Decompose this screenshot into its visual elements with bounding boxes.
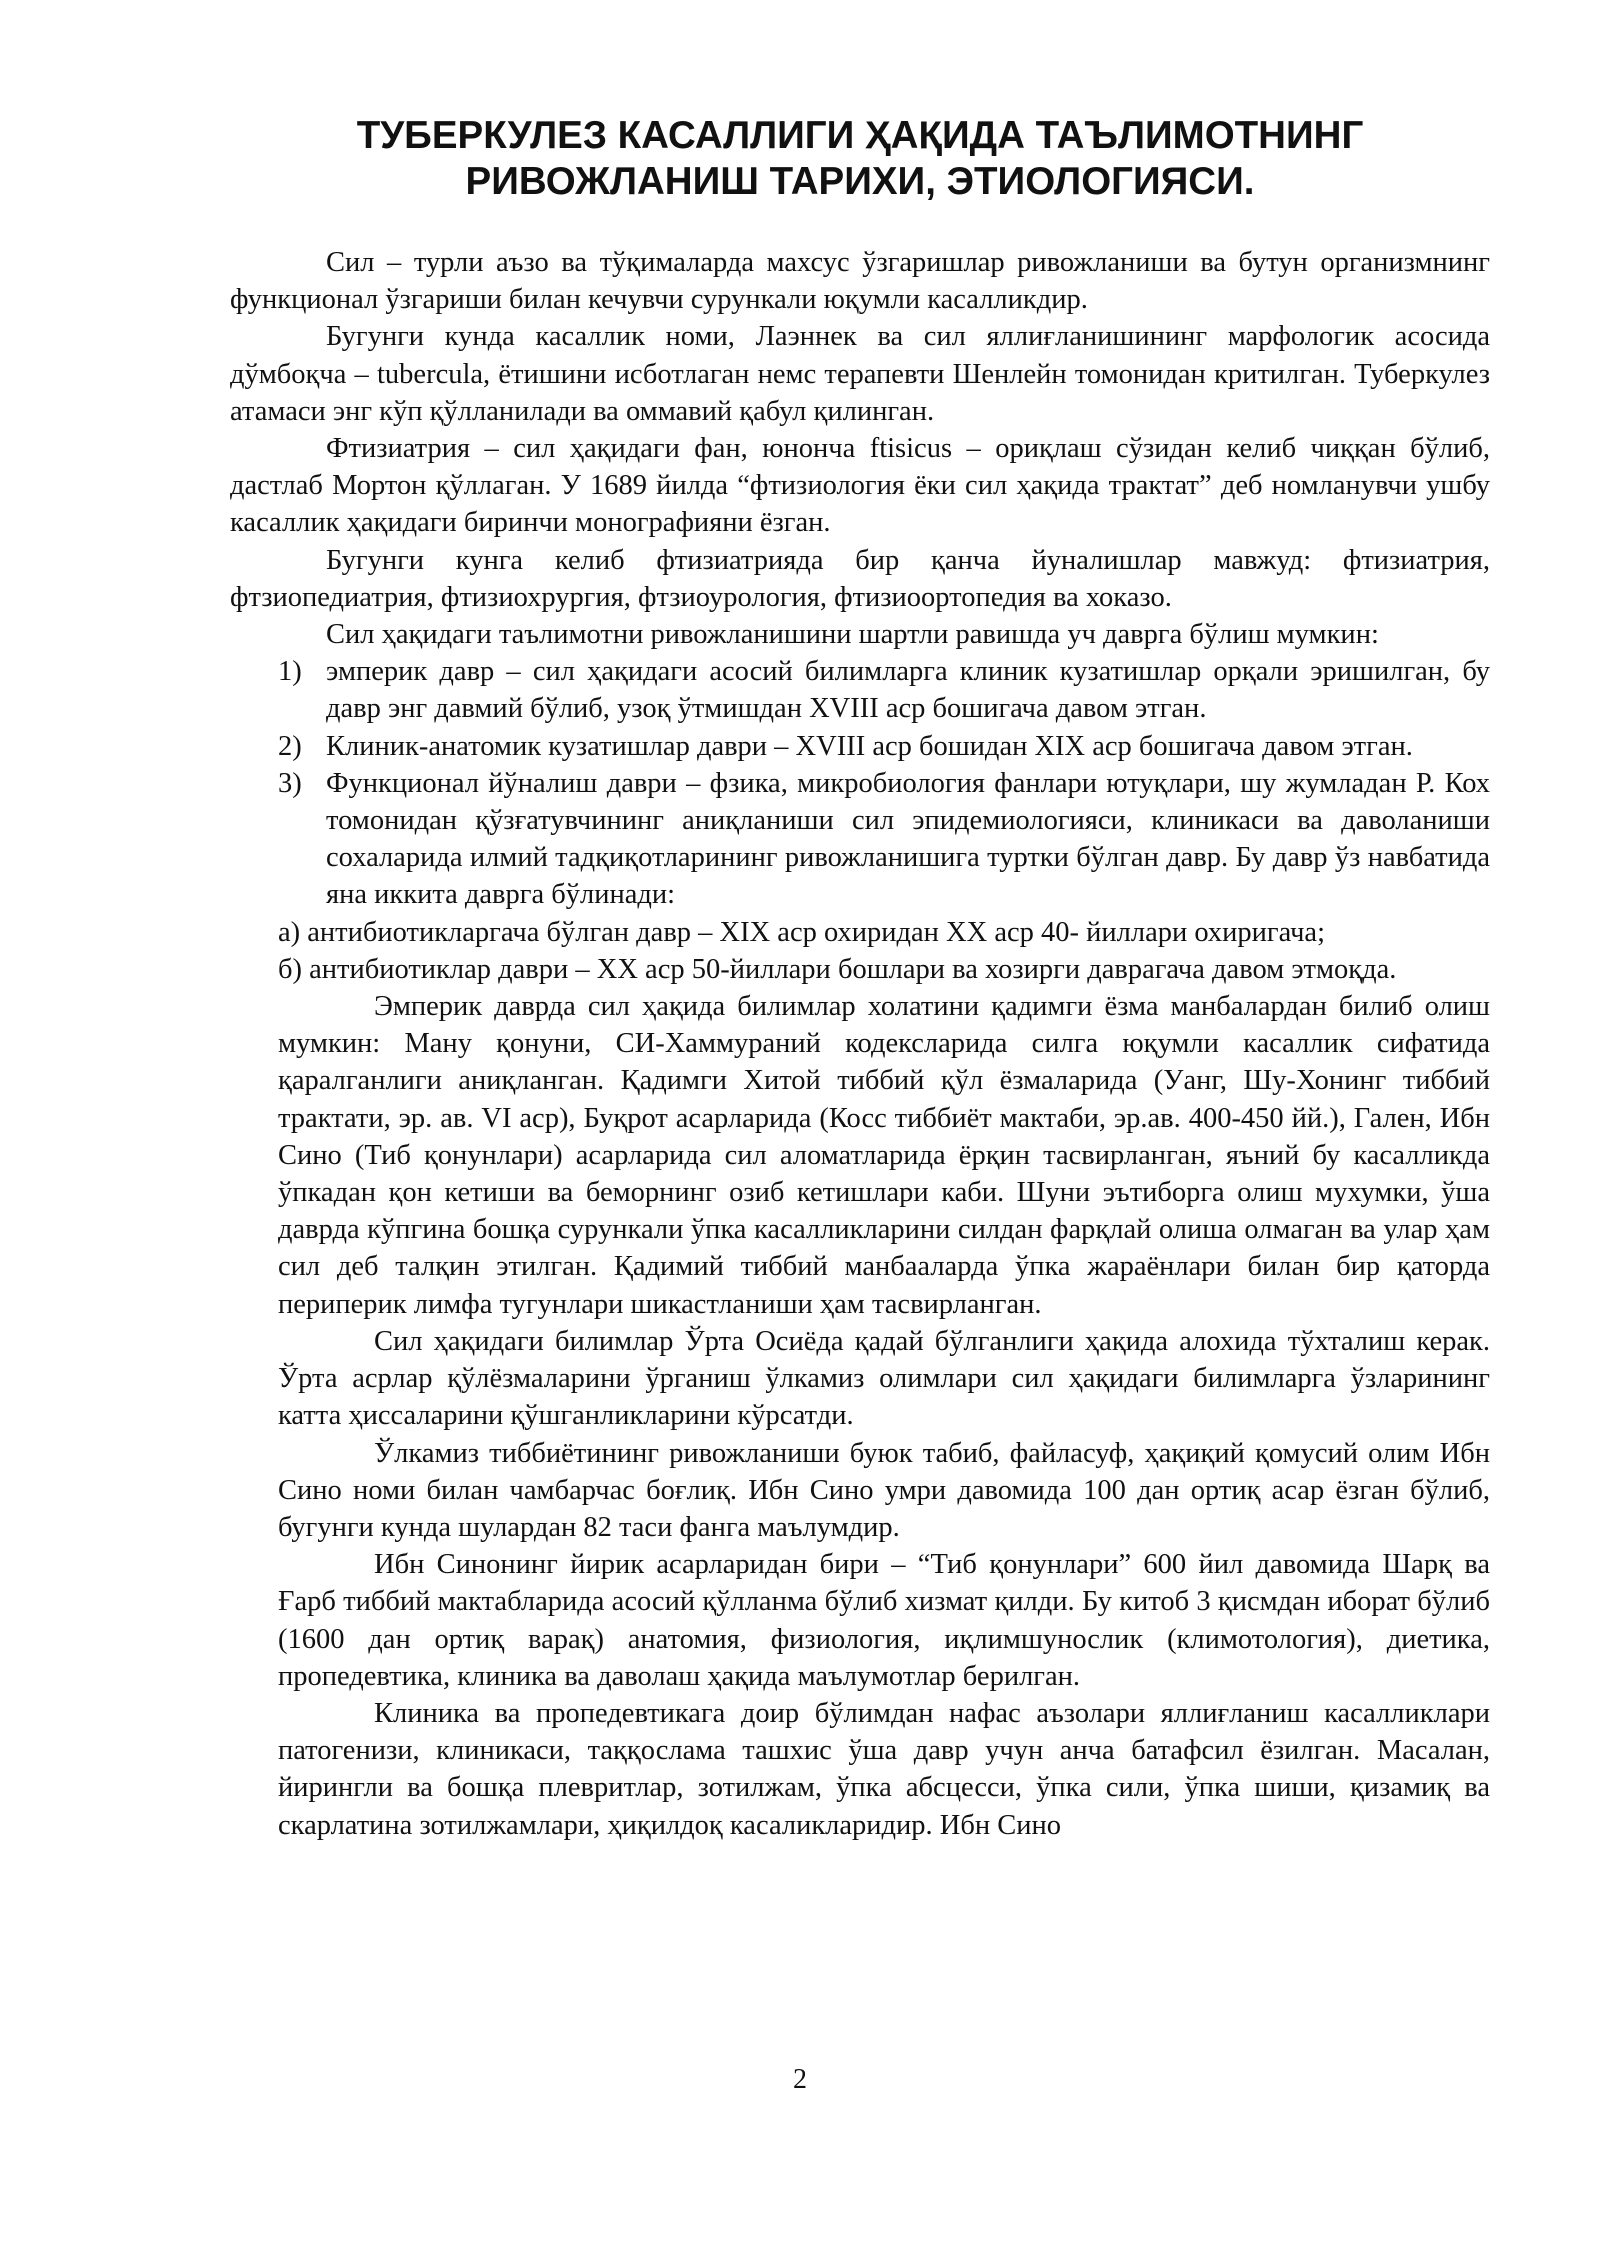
list-item-text: эмперик давр – сил ҳақидаги асосий билимларга клиник кузатишлар орқали эришилган, бу давр энг давмий бўлиб, узоқ ўтмишдан XVIII аср бошигача давом этган. [326, 656, 1490, 725]
list-item [278, 653, 1490, 727]
page-title [230, 113, 1490, 205]
list-item-text: Функционал йўналиш даври – фзика, микробиология фанлари ютуқлари, шу жумладан Р. Кох томонидан қўзғатувчининг аниқланиши сил эпидемиологияси, клиникаси ва даволаниши сохаларида илмий тадқиқотларининг ривожланишига туртки бўлган давр. Бу давр ўз навбатида яна иккита даврга бўлинади: [326, 767, 1490, 911]
list-item-number: 1) [278, 656, 302, 688]
paragraph-phthisiatry: Фтизиатрия – сил ҳақидаги фан, юнонча ftisicus – ориқлаш сўзидан келиб чиққан бўлиб, дастлаб Мортон қўллаган. У 1689 йилда “фтизиология ёки сил ҳақида трактат” деб номланувчи ушбу касаллик ҳақидаги биринчи монографияни ёзган. [230, 433, 1490, 539]
list-item-number: 3) [278, 767, 302, 799]
periods-list [230, 653, 1490, 913]
paragraph-definition: Сил – турли аъзо ва тўқималарда махсус ўзгаришлар ривожланиши ва бутун организмнинг функционал ўзгариши билан кечувчи сурункали юқумли касалликдир. [230, 247, 1490, 316]
paragraph-clinic: Клиника ва пропедевтикага доир бўлимдан нафас аъзолари яллиғланиш касалликлари патогенизи, клиникаси, таққослама ташхис ўша давр учун анча батафсил ёзилган. Масалан, йирингли ва бошқа плевритлар, зотилжам, ўпка абсцесси, ўпка сили, ўпка шиши, қизамиқ ва скарлатина зотилжамлари, ҳиқилдоқ касаликларидир. Ибн Сино [278, 1697, 1490, 1841]
paragraph-empiric-period: Эмперик даврда сил ҳақида билимлар холатини қадимги ёзма манбалардан билиб олиш мумкин: Ману қонуни, СИ-Хаммураний кодексларида силга юқумли касаллик сифатида қаралганлиги аниқланган. Қадимги Хитой тиббий қўл ёзмаларида (Уанг, Шу-Хонинг тиббий трактати, эр. ав. VI аср), Буқрот асарларида (Косс тиббиёт мактаби, эр.ав. 400-450 йй.), Гален, Ибн Сино (Тиб қонунлари) асарларида сил аломатларида ёрқин тасвирланган, яъний бу касалликда ўпкадан қон кетиши ва беморнинг озиб кетишлари каби. Шуни эътиборга олиш мухумки, ўша даврда кўпгина бошқа сурункали ўпка касалликларини силдан фарқлай олиша олмаган ва улар ҳам сил деб талқин этилган. Қадимий тиббий манбааларда ўпка жараёнлари билан бир қаторда периперик лимфа тугунлари шикастланиши ҳам тасвирланган. [278, 991, 1490, 1320]
page-title-line-1: ТУБЕРКУЛЕЗ КАСАЛЛИГИ ҲАҚИДА ТАЪЛИМОТНИНГ [356, 114, 1364, 157]
list-item-text: Клиник-анатомик кузатишлар даври – XVIII аср бошидан XIX аср бошигача давом этган. [326, 730, 1413, 762]
paragraph-central-asia: Сил ҳақидаги билимлар Ўрта Осиёда қадай бўлганлиги ҳақида алохида тўхталиш керак. Ўрта асрлар қўлёзмаларини ўрганиш ўлкамиз олимлари сил ҳақидаги билимларга ўзларининг катта ҳиссаларини қўшганликларини кўрсатди. [278, 1325, 1490, 1432]
list-item [278, 728, 1490, 765]
list-item-number: 2) [278, 730, 302, 762]
list-item [278, 765, 1490, 914]
paragraph-canon: Ибн Синонинг йирик асарларидан бири – “Тиб қонунлари” 600 йил давомида Шарқ ва Ғарб тиббий мактабларида асосий қўлланма бўлиб хизмат қилди. Бу китоб 3 қисмдан иборат бўлиб (1600 дан ортиқ варақ) анатомия, физиология, иқлимшунослик (климотология), диетика, пропедевтика, клиника ва даволаш ҳақида маълумотлар берилган. [278, 1549, 1490, 1692]
paragraph-periods-intro: Сил ҳақидаги таълимотни ривожланишини шартли равишда уч даврга бўлиш мумкин: [326, 619, 1379, 651]
page-number: 2 [793, 2064, 807, 2095]
sub-item-antibiotic: б) антибиотиклар даври – XX аср 50-йиллари бошлари ва хозирги даврагача давом этмоқда. [278, 953, 1397, 985]
paragraph-directions: Бугунги кунга келиб фтизиатрияда бир қанча йуналишлар мавжуд: фтизиатрия, фтзиопедиатрия, фтизиохрургия, фтзиоурология, фтизиоортопедия ва хоказо. [230, 544, 1490, 613]
page-title-line-2: РИВОЖЛАНИШ ТАРИХИ, ЭТИОЛОГИЯСИ. [465, 160, 1255, 203]
sub-item-pre-antibiotic: а) антибиотикларгача бўлган давр – XIX аср охиридан XX аср 40- йиллари охиригача; [278, 916, 1325, 948]
paragraph-name-origin: Бугунги кунда касаллик номи, Лаэннек ва сил яллиғланишининг марфологик асосида дўмбоқча – tubercula, ётишини исботлаган немс терапевти Шенлейн томонидан критилган. Туберкулез атамаси энг кўп қўлланилади ва оммавий қабул қилинган. [230, 321, 1490, 427]
paragraph-ibn-sino: Ўлкамиз тиббиётининг ривожланиши буюк табиб, файласуф, ҳақиқий қомусий олим Ибн Сино номи билан чамбарчас боғлиқ. Ибн Сино умри давомида 100 дан ортиқ асар ёзган бўлиб, бугунги кунда шулардан 82 таси фанга маълумдир. [278, 1437, 1490, 1543]
document-body [230, 244, 1490, 1844]
